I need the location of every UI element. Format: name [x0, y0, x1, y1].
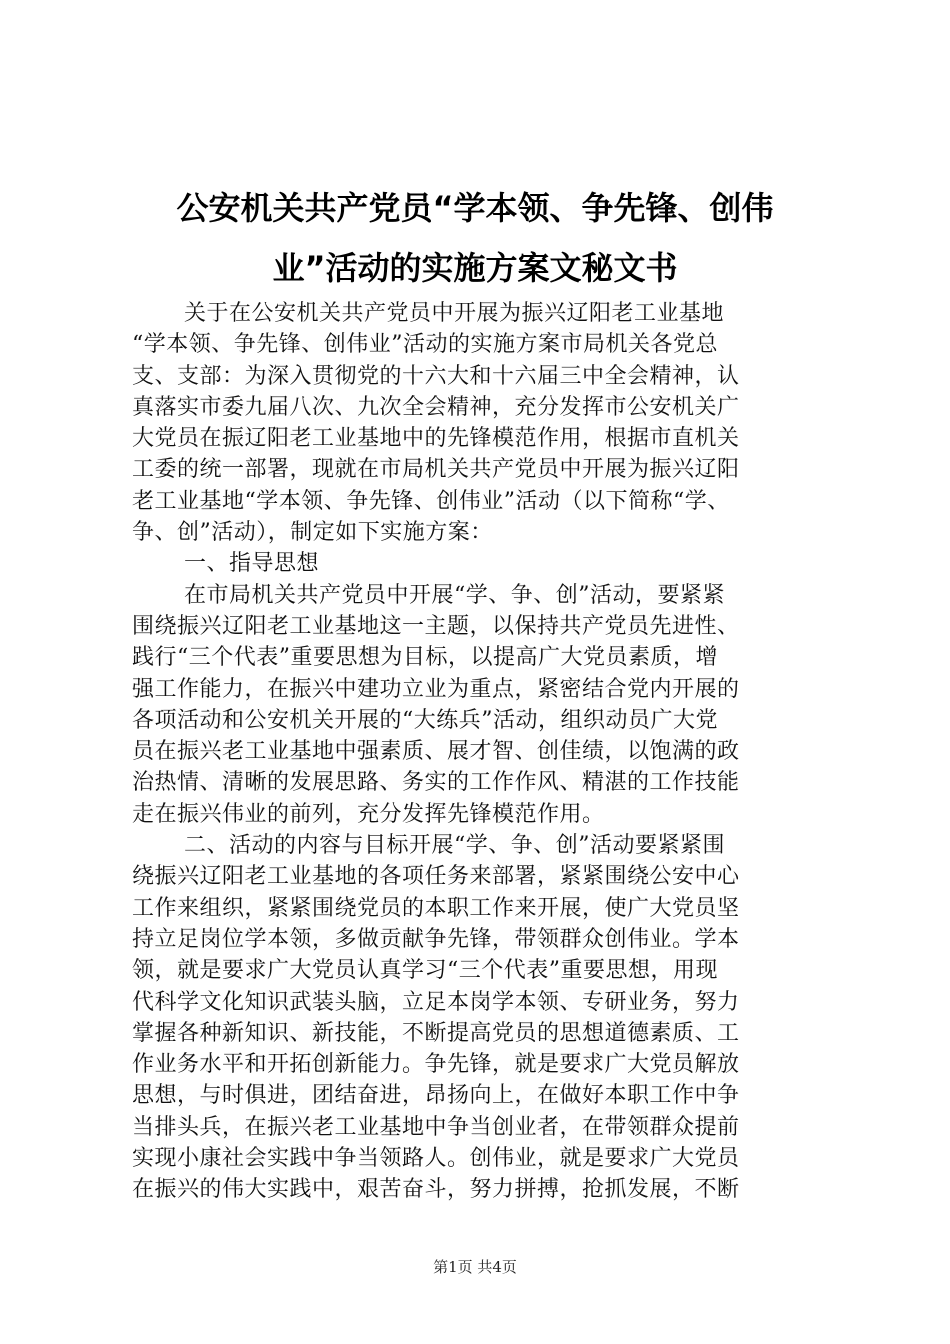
body-line: 争、创”活动），制定如下实施方案：	[132, 520, 493, 546]
body-line: 持立足岗位学本领，多做贡献争先锋，带领群众创伟业。学本	[132, 926, 740, 952]
body-line: 领，就是要求广大党员认真学习“三个代表”重要思想，用现	[132, 958, 718, 984]
document-title-line-2: 业”活动的实施方案文秘文书	[272, 249, 678, 287]
body-line: 在市局机关共产党员中开展“学、争、创”活动，要紧紧	[184, 582, 725, 608]
body-line: 当排头兵，在振兴老工业基地中争当创业者，在带领群众提前	[132, 1114, 740, 1140]
body-line: 掌握各种新知识、新技能，不断提高党员的思想道德素质、工	[132, 1020, 740, 1046]
body-line: 在振兴的伟大实践中，艰苦奋斗，努力拼搏，抢抓发展，不断	[132, 1177, 740, 1203]
body-line: 治热情、清晰的发展思路、务实的工作作风、精湛的工作技能	[132, 770, 740, 796]
body-line: 走在振兴伟业的前列，充分发挥先锋模范作用。	[132, 801, 605, 827]
body-line: 践行“三个代表”重要思想为目标，以提高广大党员素质，增	[132, 645, 718, 671]
body-line: 作业务水平和开拓创新能力。争先锋，就是要求广大党员解放	[132, 1052, 740, 1078]
body-line: 工委的统一部署，现就在市局机关共产党员中开展为振兴辽阳	[132, 457, 740, 483]
body-line: 强工作能力，在振兴中建功立业为重点，紧密结合党内开展的	[132, 676, 740, 702]
body-line: 思想，与时俱进，团结奋进，昂扬向上，在做好本职工作中争	[132, 1083, 740, 1109]
page-number-footer: 第1页 共4页	[433, 1258, 517, 1276]
body-line: 老工业基地“学本领、争先锋、创伟业”活动（以下简称“学、	[132, 488, 730, 514]
document-title-line-1: 公安机关共产党员“学本领、争先锋、创伟	[176, 189, 774, 227]
body-line: 代科学文化知识武装头脑，立足本岗学本领、专研业务，努力	[132, 989, 740, 1015]
body-line: 支、支部：为深入贯彻党的十六大和十六届三中全会精神，认	[132, 363, 740, 389]
document-body	[132, 298, 832, 1206]
body-line: 关于在公安机关共产党员中开展为振兴辽阳老工业基地	[184, 301, 725, 326]
body-line: 绕振兴辽阳老工业基地的各项任务来部署，紧紧围绕公安中心	[132, 864, 740, 890]
body-line: 大党员在振辽阳老工业基地中的先锋模范作用，根据市直机关	[132, 426, 740, 452]
body-line: 围绕振兴辽阳老工业基地这一主题，以保持共产党员先进性、	[132, 613, 740, 639]
body-line: 各项活动和公安机关开展的“大练兵”活动，组织动员广大党	[132, 707, 718, 733]
body-line: 真落实市委九届八次、九次全会精神，充分发挥市公安机关广	[132, 394, 740, 420]
section-heading: 一、指导思想	[184, 551, 320, 577]
body-line: “学本领、争先锋、创伟业”活动的实施方案市局机关各党总	[132, 332, 718, 358]
body-line: 员在振兴老工业基地中强素质、展才智、创佳绩，以饱满的政	[132, 739, 740, 765]
body-line: 实现小康社会实践中争当领路人。创伟业，就是要求广大党员	[132, 1146, 740, 1172]
body-line: 工作来组织，紧紧围绕党员的本职工作来开展，使广大党员坚	[132, 895, 740, 921]
section-heading: 二、活动的内容与目标开展“学、争、创”活动要紧紧围	[184, 833, 725, 859]
